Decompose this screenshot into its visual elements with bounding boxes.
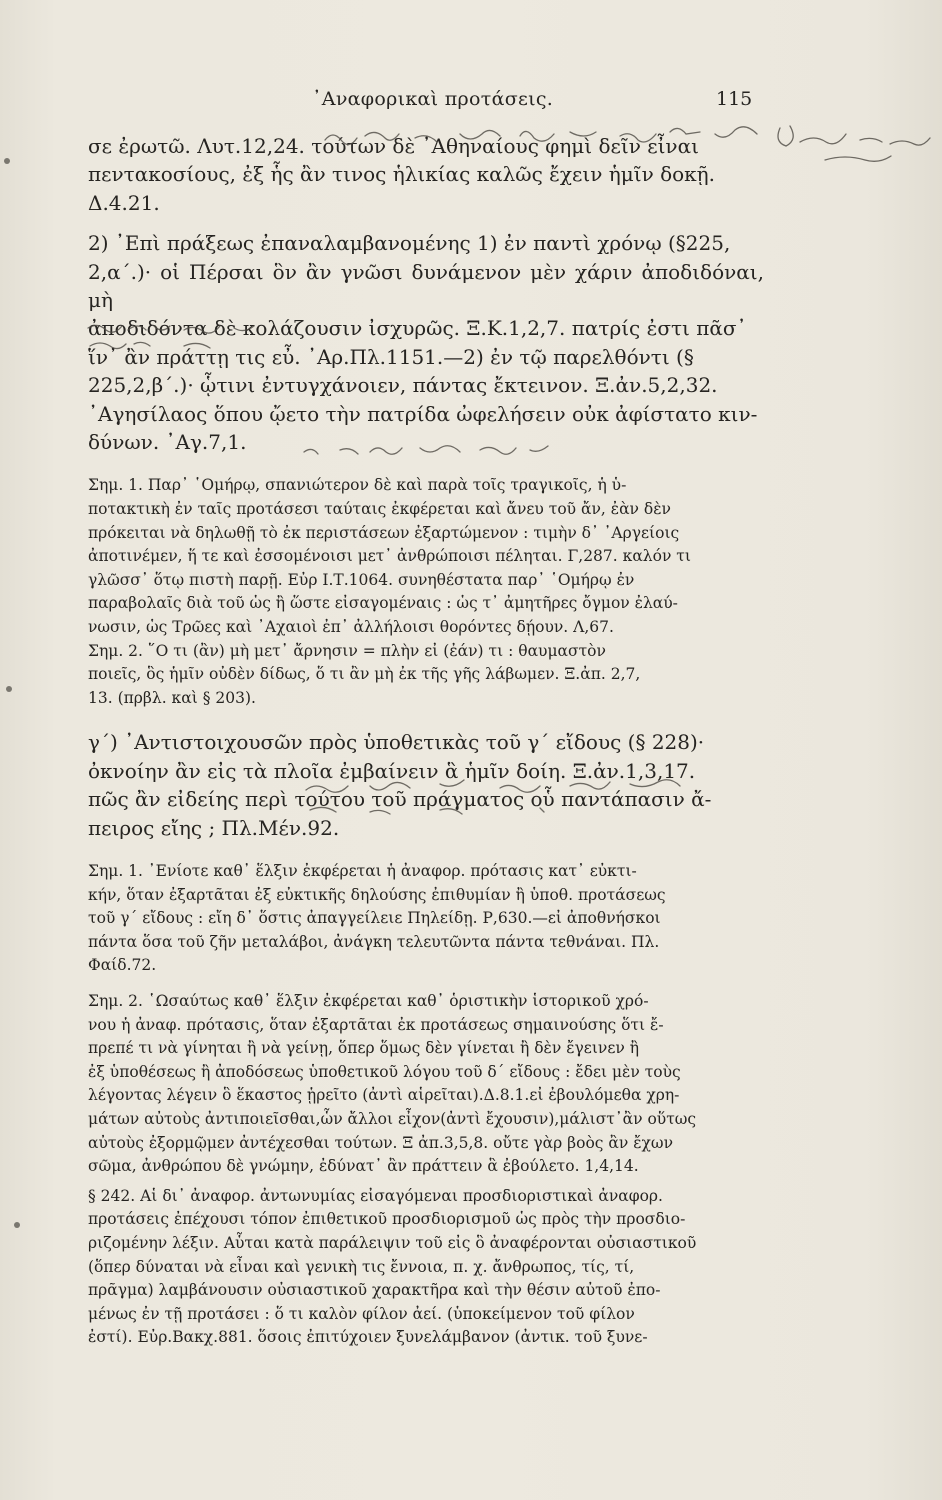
paragraph-hypothetical-third-type: γ΄) ᾿Αντιστοιχουσῶν πρὸς ὑποθετικὰς τοῦ γ΄ εἴδους (§ 228)· ὀκνοίην ἂν εἰς τὰ πλοῖα ἐμβαίνειν ἃ ἡμῖν δοίη. Ξ.ἀν.1,3,17. πῶς ἂν εἰδείης περὶ τούτου τοῦ πράγματος οὗ παντάπασιν ἄ- πειρος εἴης ; Πλ.Μέν.92. [88, 730, 712, 840]
margin-dot [14, 1222, 20, 1228]
running-title: ᾿Αναφορικαὶ προτάσεις. [312, 88, 554, 110]
paragraph-relative-clause-examples: σε ἐρωτῶ. Λυτ.12,24. τούτων δὲ ᾿Αθηναίους φημὶ δεῖν εἶναι πεντακοσίους, ἐξ ἧς ἂν τινος ἡλικίας καλῶς ἔχειν ἡμῖν δοκῇ. Δ.4.21. [88, 134, 716, 215]
section-242: § 242. Αἱ δι᾿ ἀναφορ. ἀντωνυμίας εἰσαγόμεναι προσδιοριστικαὶ ἀναφορ. προτάσεις ἐπέχουσι τόπον ἐπιθετικοῦ προσδιορισμοῦ ὡς πρὸς τὴν προσδιο- ριζομένην λέξιν. Αὗται κατὰ παράλειψιν τοῦ εἰς ὃ ἀναφέρονται οὐσιαστικοῦ (ὅπερ δύναται νὰ εἶναι καὶ γενικὴ τις ἔννοια, π. χ. ἄνθρωπος, τίς, τί, πρᾶγμα) λαμβάνουσιν οὐσιαστικοῦ χαρακτῆρα καὶ τὴν θέσιν αὐτοῦ ἐπο- μένως ἐν τῇ προτάσει : ὅ τι καλὸν φίλον ἀεί. (ὑποκείμενον τοῦ φίλον ἐστί). Εὐρ.Βακχ.881. ὅσοις ἐπιτύχοιεν ξυνελάμβανον (ἀντικ. τοῦ ξυνε- [88, 1186, 697, 1347]
page-number: 115 [716, 88, 753, 110]
note-2-o-ti-me: Σημ. 2. ῞Ο τι (ἂν) μὴ μετ᾿ ἄρνησιν = πλὴν εἰ (ἐάν) τι : θαυμαστὸν ποιεῖς, ὃς ἡμῖν οὐδὲν δίδως, ὅ τι ἂν μὴ ἐκ τῆς γῆς λάβωμεν. Ξ.ἀπ. 2,7, 13. (πρβλ. καὶ § 203). [88, 641, 641, 707]
paragraph-repeated-action: 2) ᾿Επὶ πράξεως ἐπαναλαμβανομένης 1) ἐν παντὶ χρόνῳ (§225, 2,α΄.)· οἱ Πέρσαι ὃν ἂν γνῶσι δυνάμενον μὲν χάριν ἀποδιδόναι, μὴ ἀποδιδόντα δὲ κολάζουσιν ἰσχυρῶς. Ξ.Κ.1,2,7. πατρίς ἐστι πᾶσ᾿ ἵν᾿ ἂν πράττῃ τις εὖ. ᾿Αρ.Πλ.1151.—2) ἐν τῷ παρελθόντι (§ 225,2,β΄.)· ᾧτινι ἐντυγχάνοιεν, πάντας ἔκτεινον. Ξ.ἀν.5,2,32. ᾿Αγησίλαος ὅπου ᾤετο τὴν πατρίδα ὠφελήσειν οὐκ ἀφίστατο κιν- δύνων. ᾿Αγ.7,1. [88, 231, 764, 455]
note-1-optative-attraction: Σημ. 1. ᾿Ενίοτε καθ᾿ ἕλξιν ἐκφέρεται ἡ ἀναφορ. πρότασις κατ᾿ εὐκτι- κήν, ὅταν ἐξαρτᾶται ἐξ εὐκτικῆς δηλούσης ἐπιθυμίαν ἢ ὑποθ. προτάσεως τοῦ γ΄ εἴδους : εἴη δ᾿ ὅστις ἀπαγγείλειε Πηλείδῃ. Ρ,630.—εἰ ἀποθνήσκοι πάντα ὅσα τοῦ ζῆν μεταλάβοι, ἀνάγκη τελευτῶντα πάντα τεθνάναι. Πλ. Φαίδ.72. [88, 862, 666, 975]
note-1-homer-subjunctive: Σημ. 1. Παρ᾿ ῾Ομήρῳ, σπανιώτερον δὲ καὶ παρὰ τοῖς τραγικοῖς, ἡ ὑ- ποτακτικὴ ἐν ταῖς προτάσεσι ταύταις ἐκφέρεται καὶ ἄνευ τοῦ ἄν, ἐὰν δὲν πρόκειται νὰ δηλωθῇ τὸ ἐκ περιστάσεων ἐξαρτώμενον : τιμὴν δ᾿ ᾿Αργείοις ἀποτινέμεν, ἥ τε καὶ ἐσσομένοισι μετ᾿ ἀνθρώποισι πέληται. Γ,287. καλόν τι γλῶσσ᾿ ὅτῳ πιστὴ παρῇ. Εὐρ Ι.Τ.1064. συνηθέστατα παρ᾿ ῾Ομήρῳ ἐν παραβολαῖς διὰ τοῦ ὡς ἢ ὥστε εἰσαγομέναις : ὡς τ᾿ ἀμητῆρες ὄγμον ἐλαύ- νωσιν, ὡς Τρῶες καὶ ᾿Αχαιοὶ ἐπ᾿ ἀλλήλοισι θορόντες δῄουν. Λ,67. [88, 476, 691, 637]
body-text [88, 132, 764, 1350]
margin-dot [4, 158, 10, 164]
margin-dot [6, 686, 12, 692]
page-header [0, 88, 942, 118]
note-2-indicative-attraction: Σημ. 2. ῾Ωσαύτως καθ᾿ ἕλξιν ἐκφέρεται καθ᾿ ὁριστικὴν ἱστορικοῦ χρό- νου ἡ ἀναφ. πρότασις, ὅταν ἐξαρτᾶται ἐκ προτάσεως σημαινούσης ὅτι ἔ- πρεπέ τι νὰ γίνηται ἢ νὰ γείνῃ, ὅπερ ὅμως δὲν γίνεται ἢ δὲν ἔγεινεν ἢ ἐξ ὑποθέσεως ἢ ἀποδόσεως ὑποθετικοῦ λόγου τοῦ δ΄ εἴδους : ἔδει μὲν τοὺς λέγοντας λέγειν ὃ ἕκαστος ᾑρεῖτο (ἀντὶ αἱρεῖται).Δ.8.1.εἰ ἐβουλόμεθα χρη- μάτων αὐτοὺς ἀντιποιεῖσθαι,ὧν ἄλλοι εἶχον(ἀντὶ ἔχουσιν),μάλιστ᾿ἂν οὕτως αὐτοὺς ἐξορμῷμεν ἀντέχεσθαι τούτων. Ξ ἀπ.3,5,8. οὔτε γὰρ βοὸς ἂν ἔχων σῶμα, ἀνθρώπου δὲ γνώμην, ἐδύνατ᾿ ἂν πράττειν ἃ ἐβούλετο. 1,4,14. [88, 992, 697, 1176]
